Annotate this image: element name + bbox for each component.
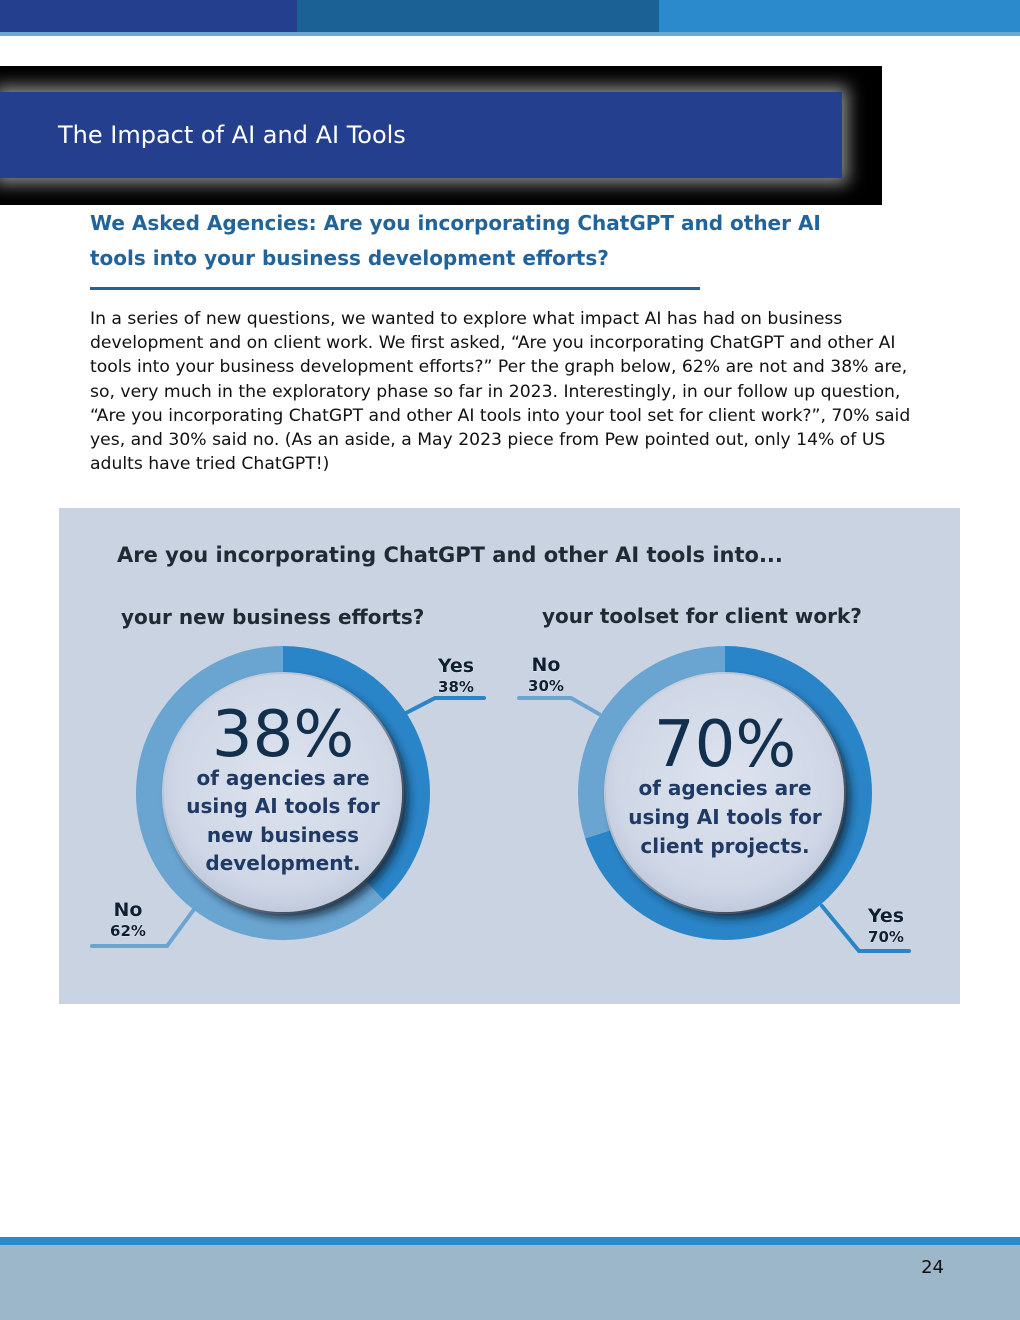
big-percentage-2: 70%	[653, 708, 797, 782]
top-color-bar	[0, 0, 1020, 36]
chart-title: Are you incorporating ChatGPT and other AI tools into...	[117, 543, 783, 567]
big-percentage-1: 38%	[211, 698, 355, 772]
top-bar-segment-3	[659, 0, 1020, 32]
section-heading	[90, 206, 910, 276]
slice-value-no-2: 30%	[528, 677, 564, 695]
chart-panel	[59, 508, 960, 1004]
slice-value-yes-2: 70%	[868, 928, 904, 946]
top-bar-underline	[0, 32, 1020, 36]
donut-charts	[59, 508, 960, 1004]
donut-caption-line-1-3: new business	[206, 823, 360, 847]
chart-subtitle-1: your new business efforts?	[121, 605, 425, 629]
top-bar-segment-1	[0, 0, 297, 32]
leader-line-yes-1	[406, 698, 484, 713]
section-heading-line-2: tools into your business development efforts?	[90, 246, 609, 270]
donut-caption-line-1-2: using AI tools for	[186, 794, 380, 818]
footer-band	[0, 1245, 1020, 1320]
chart-subtitle-2: your toolset for client work?	[542, 604, 862, 628]
section-heading-line-1: We Asked Agencies: Are you incorporating ChatGPT and other AI	[90, 211, 821, 235]
donut-caption-line-1-1: of agencies are	[196, 766, 370, 790]
donut-caption-line-2-2: using AI tools for	[628, 805, 822, 829]
top-bar-segment-2	[297, 0, 659, 32]
slice-label-yes-2: Yes	[867, 905, 905, 927]
heading-rule	[90, 287, 700, 290]
footer-line	[0, 1237, 1020, 1245]
slice-label-yes-1: Yes	[437, 655, 475, 677]
slice-value-no-1: 62%	[110, 922, 146, 940]
donut-caption-line-2-1: of agencies are	[638, 776, 812, 800]
leader-line-no-2	[519, 698, 599, 714]
page-number: 24	[921, 1257, 944, 1278]
donut-caption-line-2-3: client projects.	[640, 834, 810, 858]
page-title: The Impact of AI and AI Tools	[58, 121, 406, 149]
slice-value-yes-1: 38%	[438, 678, 474, 696]
title-banner	[0, 92, 842, 178]
slice-label-no-2: No	[531, 654, 561, 676]
donut-caption-line-1-4: development.	[205, 851, 361, 875]
intro-paragraph: In a series of new questions, we wanted to explore what impact AI has had on business development and on client work. We first asked, “Are you incorporating ChatGPT and other AI tools into your business development efforts?” Per the graph below, 62% are not and 38% are, so, very much in the exploratory phase so far in 2023. Interestingly, in our follow up question, “Are you incorporating ChatGPT and other AI tools into your tool set for client work?”, 70% said yes, and 30% said no. (As an aside, a May 2023 piece from Pew pointed out, only 14% of US adults have tried ChatGPT!)	[90, 309, 911, 475]
slice-label-no-1: No	[113, 899, 143, 921]
